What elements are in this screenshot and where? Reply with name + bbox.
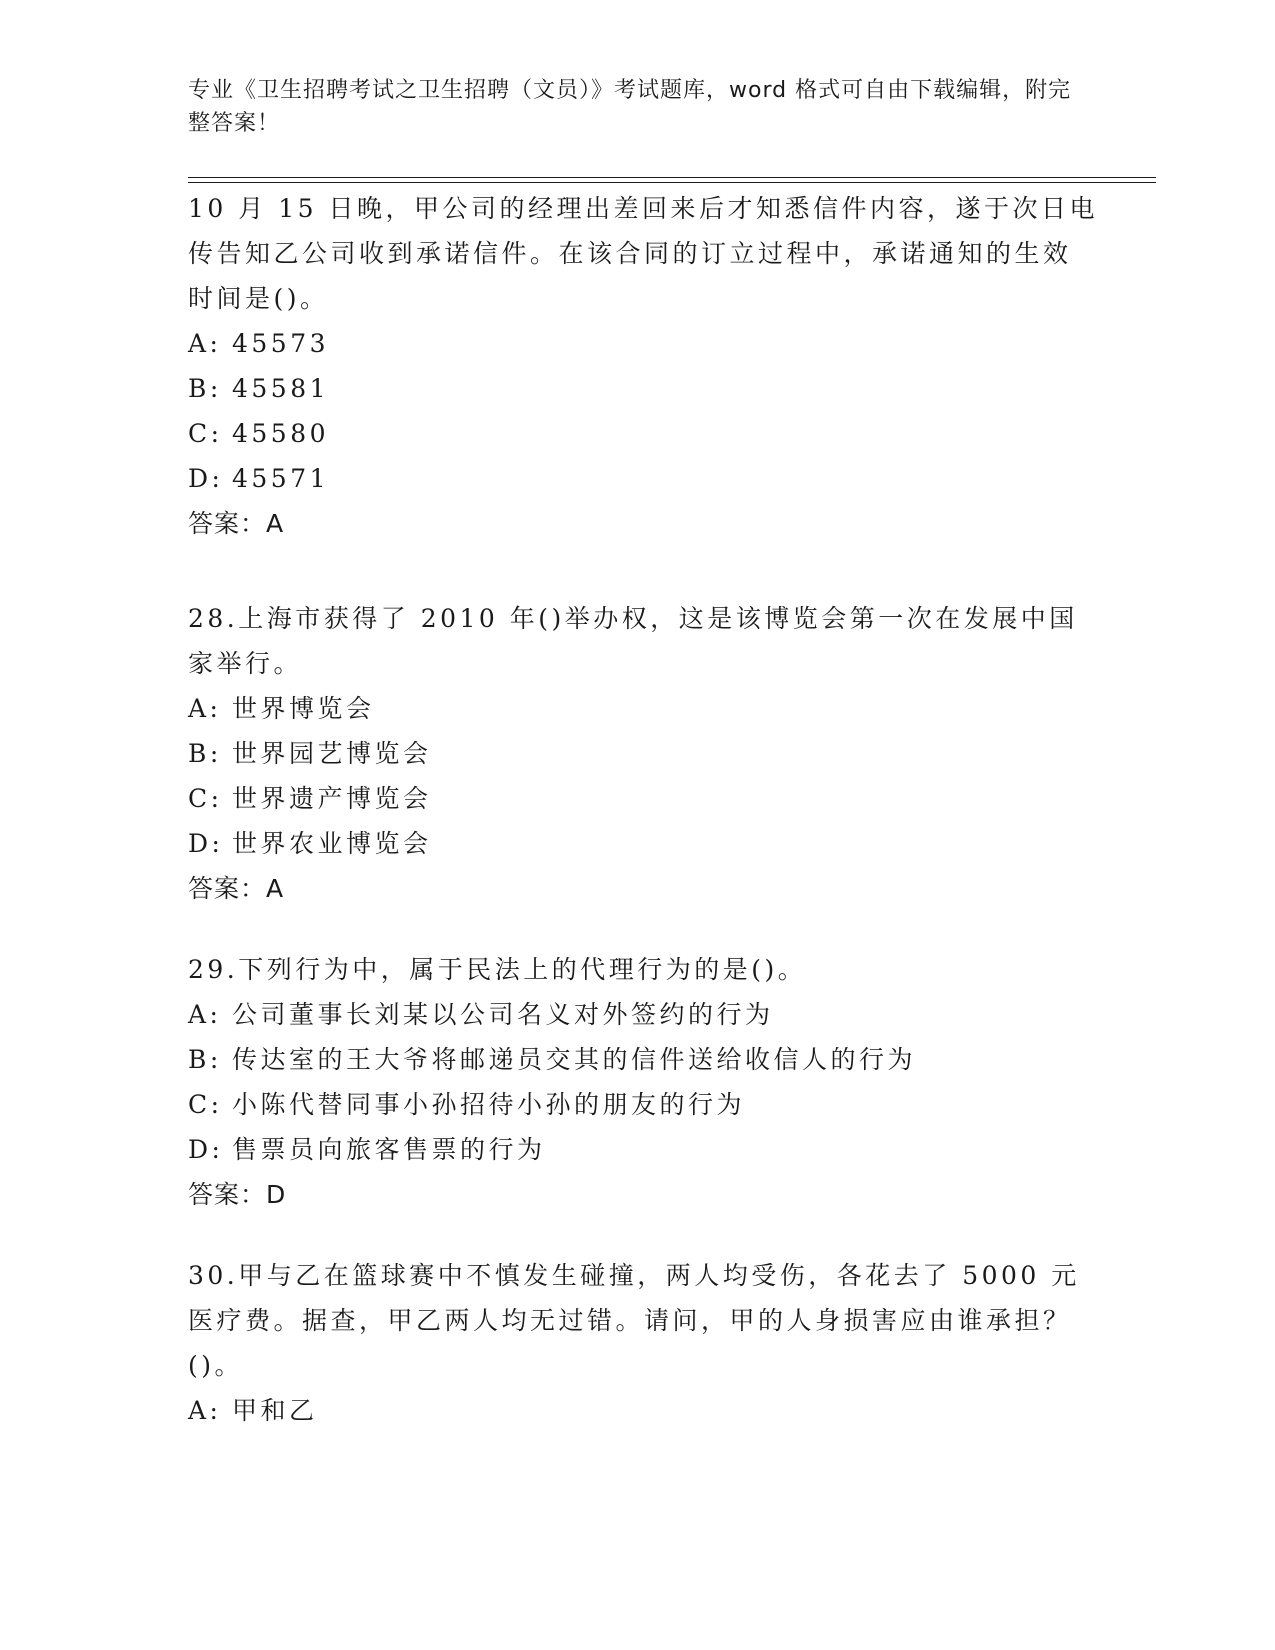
option-letter: C: bbox=[188, 784, 223, 813]
option-b bbox=[188, 1037, 1098, 1082]
option-text: 45581 bbox=[232, 374, 330, 403]
option-b bbox=[188, 731, 1098, 776]
option-text: 世界遗产博览会 bbox=[232, 784, 432, 813]
option-text: 售票员向旅客售票的行为 bbox=[232, 1135, 546, 1164]
answer-text: 答案：D bbox=[188, 1180, 287, 1209]
question-block bbox=[188, 186, 1098, 546]
option-letter: C: bbox=[188, 419, 223, 448]
option-c bbox=[188, 776, 1098, 821]
option-text: 45580 bbox=[232, 419, 330, 448]
option-letter: C: bbox=[188, 1090, 223, 1119]
question-text: 30.甲与乙在篮球赛中不慎发生碰撞，两人均受伤，各花去了 5000 元医疗费。据查，甲乙两人均无过错。请问，甲的人身损害应由谁承担？()。 bbox=[188, 1261, 1080, 1380]
option-letter: A: bbox=[188, 329, 222, 358]
option-d bbox=[188, 1127, 1098, 1172]
option-letter: B: bbox=[188, 1045, 222, 1074]
option-text: 45573 bbox=[232, 329, 330, 358]
option-letter: D: bbox=[188, 464, 224, 493]
option-c bbox=[188, 411, 1098, 456]
header-divider-top bbox=[188, 177, 1156, 178]
answer-text: 答案：A bbox=[188, 874, 285, 903]
option-a bbox=[188, 992, 1098, 1037]
answer-text: 答案：A bbox=[188, 509, 285, 538]
option-a bbox=[188, 686, 1098, 731]
question-block bbox=[188, 596, 1098, 911]
option-letter: D: bbox=[188, 829, 224, 858]
option-d bbox=[188, 821, 1098, 866]
option-letter: A: bbox=[188, 1396, 222, 1425]
question-text: 28.上海市获得了 2010 年()举办权，这是该博览会第一次在发展中国家举行。 bbox=[188, 604, 1078, 678]
option-letter: A: bbox=[188, 1000, 222, 1029]
question-block bbox=[188, 1253, 1098, 1433]
option-c bbox=[188, 1082, 1098, 1127]
question-text: 10 月 15 日晚，甲公司的经理出差回来后才知悉信件内容，遂于次日电传告知乙公司收到承诺信件。在该合同的订立过程中，承诺通知的生效时间是()。 bbox=[188, 194, 1098, 313]
option-a bbox=[188, 1388, 1098, 1433]
question-text: 29.下列行为中，属于民法上的代理行为的是()。 bbox=[188, 955, 807, 984]
option-text: 甲和乙 bbox=[232, 1396, 318, 1425]
document-header: 专业《卫生招聘考试之卫生招聘（文员）》考试题库，word 格式可自由下载编辑，附完整答案！ bbox=[188, 78, 1072, 136]
option-letter: D: bbox=[188, 1135, 224, 1164]
option-text: 世界博览会 bbox=[232, 694, 375, 723]
option-d bbox=[188, 456, 1098, 501]
option-text: 公司董事长刘某以公司名义对外签约的行为 bbox=[232, 1000, 774, 1029]
option-text: 世界农业博览会 bbox=[232, 829, 432, 858]
question-block bbox=[188, 947, 1098, 1217]
option-text: 传达室的王大爷将邮递员交其的信件送给收信人的行为 bbox=[232, 1045, 917, 1074]
option-letter: B: bbox=[188, 374, 222, 403]
option-letter: A: bbox=[188, 694, 222, 723]
option-text: 世界园艺博览会 bbox=[232, 739, 432, 768]
option-a bbox=[188, 321, 1098, 366]
header-divider-bottom bbox=[188, 182, 1156, 183]
option-letter: B: bbox=[188, 739, 222, 768]
option-text: 45571 bbox=[232, 464, 330, 493]
option-b bbox=[188, 366, 1098, 411]
option-text: 小陈代替同事小孙招待小孙的朋友的行为 bbox=[232, 1090, 746, 1119]
